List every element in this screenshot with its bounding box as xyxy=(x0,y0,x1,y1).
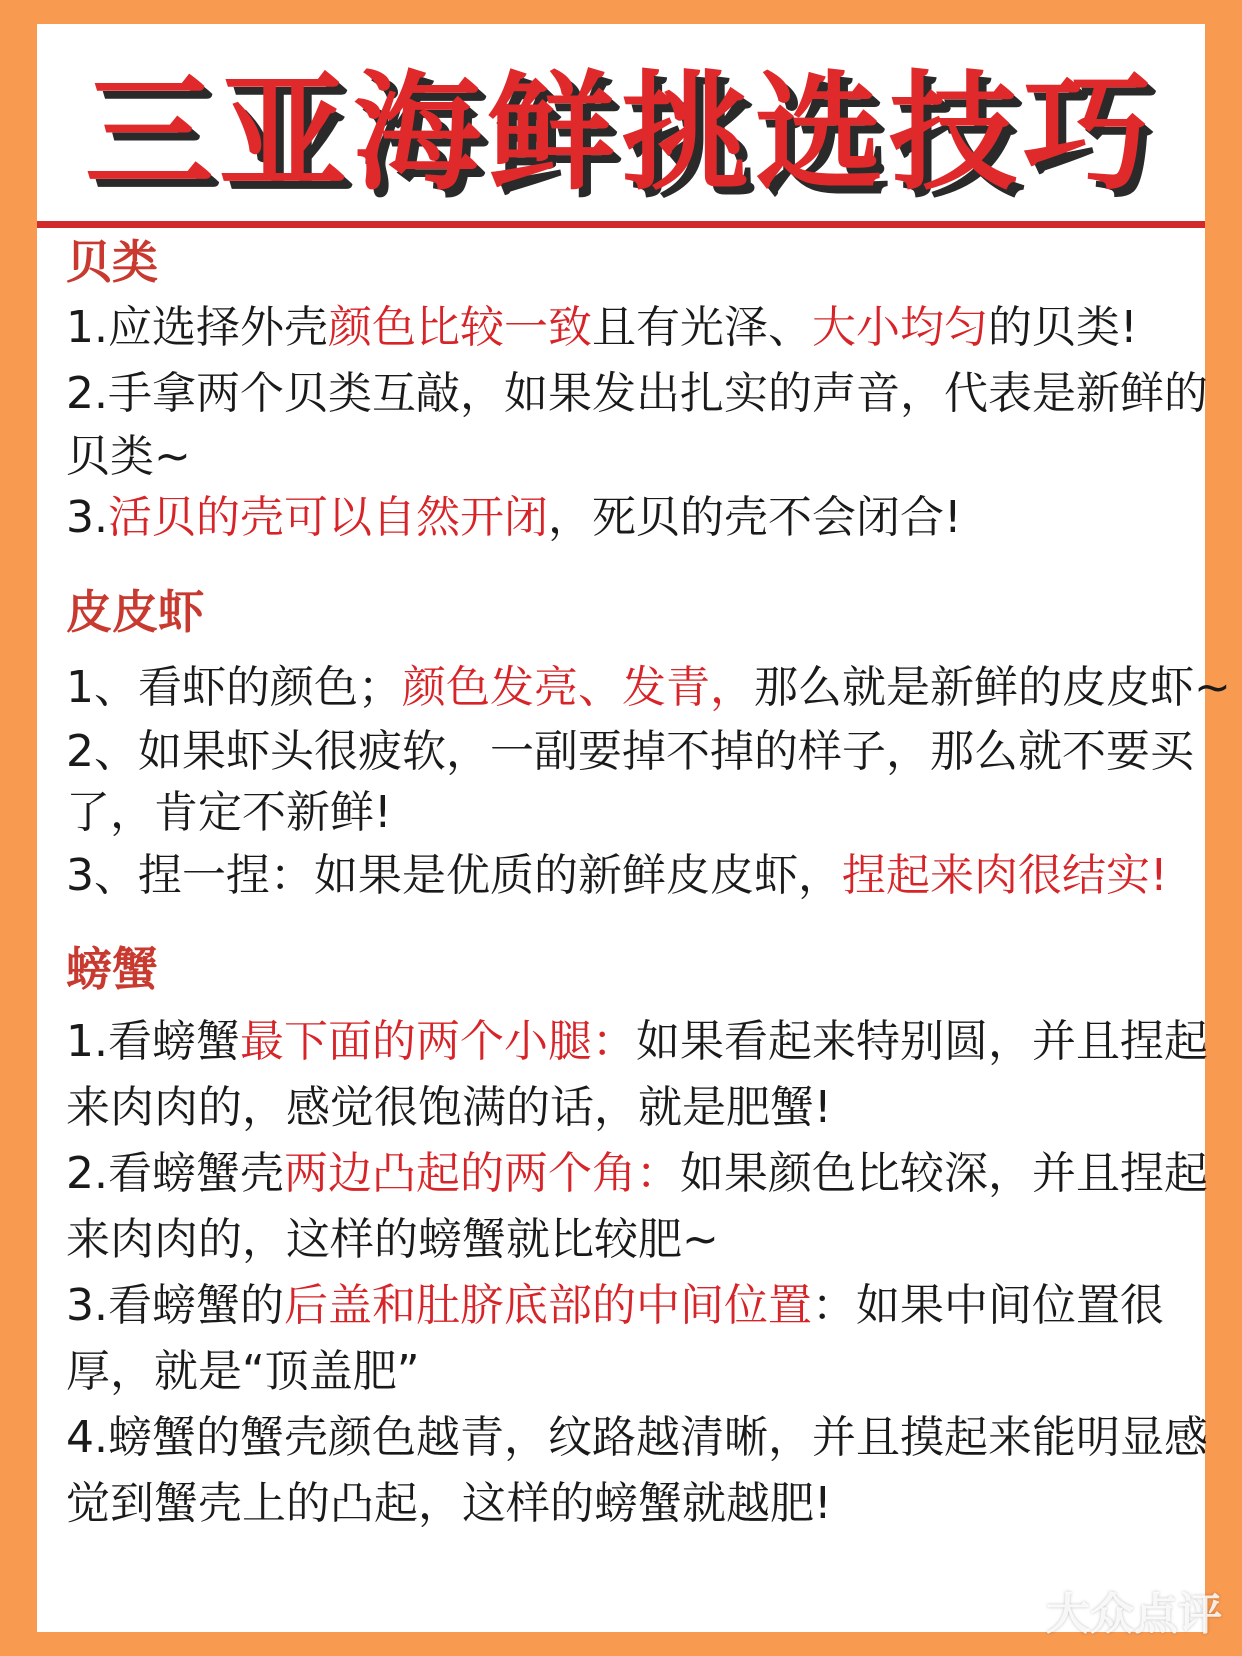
crab-tip-4: 4.螃蟹的蟹壳颜色越青，纹路越清晰，并且摸起来能明显感 xyxy=(66,1412,1208,1463)
crab-tip-2: 2.看螃蟹壳两边凸起的两个角：如果颜色比较深，并且捏起 xyxy=(66,1148,1208,1199)
shrimp-tip-2: 2、如果虾头很疲软，一副要掉不掉的样子，那么就不要买 xyxy=(66,726,1194,777)
dianping-logo-icon xyxy=(992,1587,1038,1633)
shellfish-tip-2-cont: 贝类~ xyxy=(66,431,191,482)
dianping-watermark xyxy=(992,1578,1222,1642)
shellfish-tip-3: 3.活贝的壳可以自然开闭，死贝的壳不会闭合! xyxy=(66,492,962,543)
section-heading-mantis-shrimp: 皮皮虾 xyxy=(66,585,204,639)
shellfish-tip-2: 2.手拿两个贝类互敲，如果发出扎实的声音，代表是新鲜的 xyxy=(66,368,1208,419)
shellfish-tip-1: 1.应选择外壳颜色比较一致且有光泽、大小均匀的贝类! xyxy=(66,302,1138,353)
crab-tip-3: 3.看螃蟹的后盖和肚脐底部的中间位置：如果中间位置很 xyxy=(66,1280,1164,1331)
crab-tip-1: 1.看螃蟹最下面的两个小腿：如果看起来特别圆，并且捏起 xyxy=(66,1016,1208,1067)
section-heading-crab: 螃蟹 xyxy=(66,942,158,996)
shrimp-tip-2-cont: 了，肯定不新鲜! xyxy=(66,787,392,838)
shrimp-tip-3: 3、捏一捏：如果是优质的新鲜皮皮虾，捏起来肉很结实! xyxy=(66,850,1168,901)
section-heading-shellfish: 贝类 xyxy=(66,235,158,289)
page-title: 三亚海鲜挑选技巧 xyxy=(84,59,1157,208)
title-divider xyxy=(37,221,1205,228)
content-card xyxy=(37,24,1231,1632)
crab-tip-1-cont: 来肉肉的，感觉很饱满的话，就是肥蟹! xyxy=(66,1082,832,1133)
watermark-text: 大众点评 xyxy=(1046,1589,1222,1640)
crab-tip-3-cont: 厚，就是“顶盖肥” xyxy=(66,1346,420,1397)
crab-tip-4-cont: 觉到蟹壳上的凸起，这样的螃蟹就越肥! xyxy=(66,1478,832,1529)
crab-tip-2-cont: 来肉肉的，这样的螃蟹就比较肥~ xyxy=(66,1214,719,1265)
shrimp-tip-1: 1、看虾的颜色；颜色发亮、发青，那么就是新鲜的皮皮虾~ xyxy=(66,662,1231,713)
